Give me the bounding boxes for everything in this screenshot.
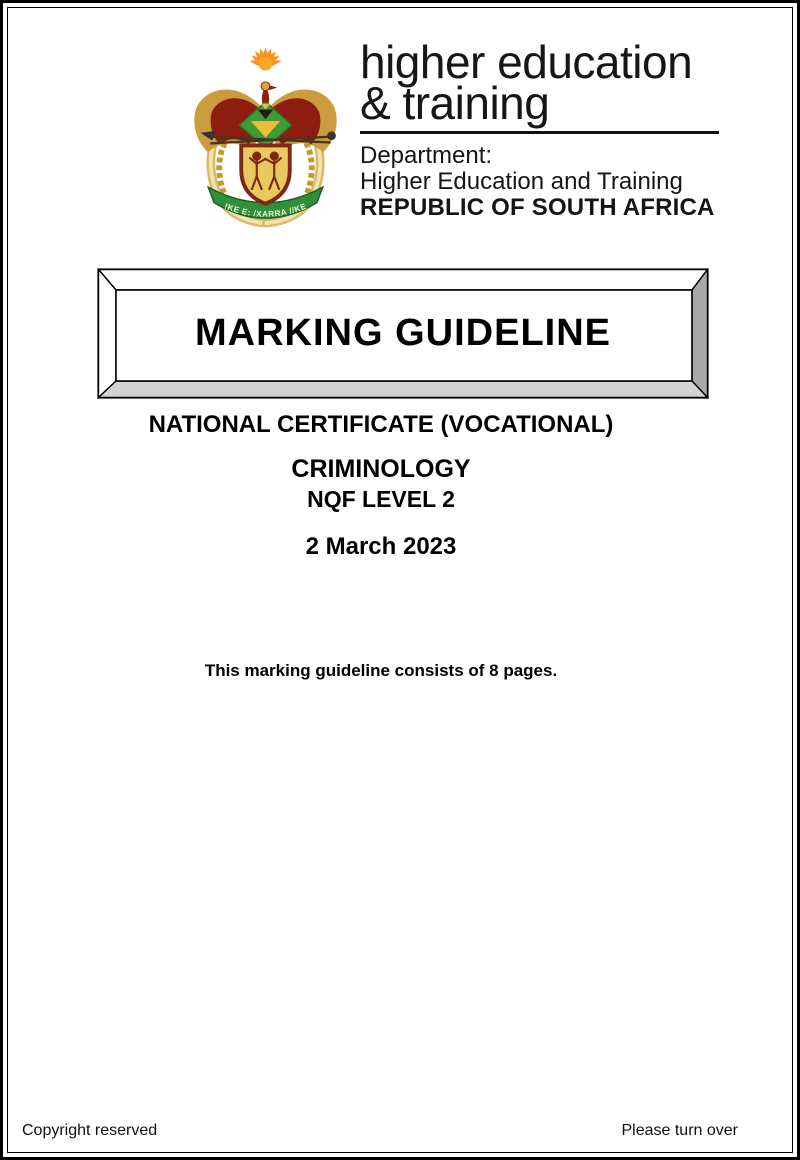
turn-over-note: Please turn over (621, 1122, 738, 1139)
department-label: Department: (360, 142, 493, 169)
wordmark-line2: & training (360, 77, 550, 129)
certificate-title: NATIONAL CERTIFICATE (VOCATIONAL) (148, 411, 614, 438)
wordmark-line1: higher education (360, 36, 693, 88)
page-title: MARKING GUIDELINE (195, 312, 611, 354)
content-column (20, 0, 742, 1160)
country-name: REPUBLIC OF SOUTH AFRICA (360, 194, 715, 221)
page-footer (22, 1122, 738, 1140)
copyright-note: Copyright reserved (22, 1122, 158, 1139)
pages-note: This marking guideline consists of 8 pages. (204, 661, 558, 680)
subject-title: CRIMINOLOGY (291, 455, 471, 483)
nqf-level: NQF LEVEL 2 (307, 486, 455, 512)
department-name: Higher Education and Training (360, 168, 683, 195)
motto-text: !KE E: /XARRA //KE (223, 201, 308, 219)
exam-date: 2 March 2023 (305, 533, 457, 560)
